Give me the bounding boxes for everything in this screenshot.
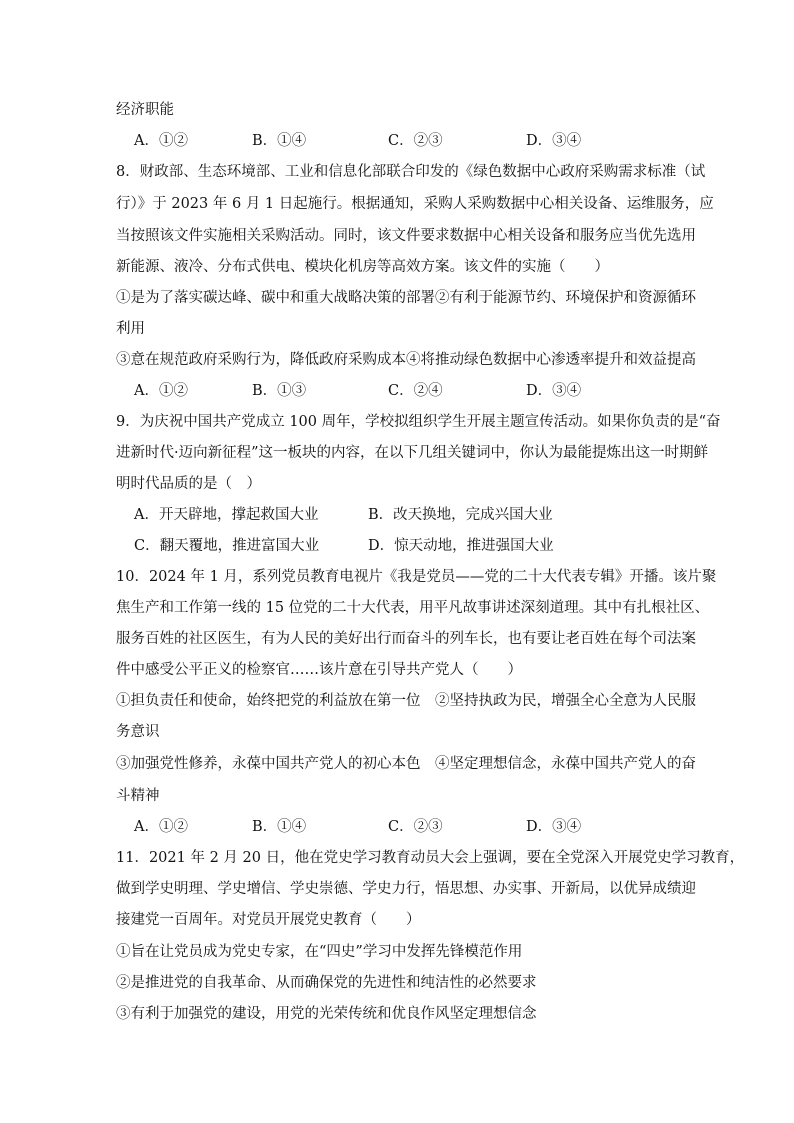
q9-options-row-1	[134, 505, 694, 525]
q10-options	[134, 817, 694, 837]
q10-option-d: D．③④	[526, 819, 582, 835]
q11-line-1: 11．2021 年 2 月 20 日，他在党史学习教育动员大会上强调，要在全党深入开展党史学习教育，	[116, 850, 745, 866]
q7-option-d: D．③④	[526, 133, 582, 149]
q9-options-row-2	[134, 536, 694, 556]
q10-line-3: 服务百姓的社区医生，有为人民的美好出行而奋斗的列车长，也有要让老百姓在每个司法案	[116, 631, 696, 647]
q8-option-a: A．①②	[134, 383, 188, 399]
q8-line-5: ①是为了落实碳达峰、碳中和重大战略决策的部署②有利于能源节约、环境保护和资源循环	[116, 290, 696, 306]
q9-option-c: C．翻天覆地，推进富国大业	[134, 538, 320, 554]
q10-line-2: 焦生产和工作第一线的 15 位党的二十大代表，用平凡故事讲述深刻道理。其中有扎根社区、	[116, 600, 710, 616]
q9-line-3: 明时代品质的是（ ）	[116, 476, 261, 492]
q9-option-d: D．惊天动地，推进强国大业	[368, 538, 554, 554]
q8-line-2: 行）》于 2023 年 6 月 1 日起施行。根据通知，采购人采购数据中心相关设备、运维服务，应	[116, 196, 714, 212]
q9-option-b: B．改天换地，完成兴国大业	[368, 507, 553, 523]
q8-option-b: B．①③	[252, 383, 307, 399]
q7-option-a: A．①②	[134, 133, 188, 149]
q10-line-1: 10．2024 年 1 月，系列党员教育电视片《我是党员——党的二十大代表专辑》开播。该片聚	[116, 569, 717, 585]
q7-option-b: B．①④	[252, 133, 307, 149]
q10-line-8: 斗精神	[116, 788, 160, 804]
q8-line-1: 8．财政部、生态环境部、工业和信息化部联合印发的《绿色数据中心政府采购需求标准（试	[116, 164, 706, 180]
q10-line-5: ①担负责任和使命，始终把党的利益放在第一位 ②坚持执政为民，增强全心全意为人民服	[116, 693, 696, 709]
q8-option-c: C．②④	[388, 383, 443, 399]
q10-line-6: 务意识	[116, 724, 160, 740]
q11-line-6: ③有利于加强党的建设，用党的光荣传统和优良作风坚定理想信念	[116, 1006, 537, 1022]
q11-line-2: 做到学史明理、学史增信、学史崇德、学史力行，悟思想、办实事、开新局，以优异成绩迎	[116, 881, 696, 897]
q11-line-4: ①旨在让党员成为党史专家，在“四史”学习中发挥先锋模范作用	[116, 944, 523, 960]
q7-text-tail: 经济职能	[116, 102, 174, 118]
q10-line-7: ③加强党性修养，永葆中国共产党人的初心本色 ④坚定理想信念，永葆中国共产党人的奋	[116, 756, 696, 772]
q8-line-4: 新能源、液冷、分布式供电、模块化机房等高效方案。该文件的实施（ ）	[116, 259, 609, 275]
q8-line-6: 利用	[116, 321, 145, 337]
q10-option-a: A．①②	[134, 819, 188, 835]
q7-option-c: C．②③	[388, 133, 443, 149]
q11-line-5: ②是推进党的自我革命、从而确保党的先进性和纯洁性的必然要求	[116, 975, 537, 991]
q7-options	[134, 131, 694, 151]
q10-option-b: B．①④	[252, 819, 307, 835]
q8-options	[134, 381, 694, 401]
q9-option-a: A．开天辟地，撑起救国大业	[134, 507, 319, 523]
q8-line-7: ③意在规范政府采购行为，降低政府采购成本④将推动绿色数据中心渗透率提升和效益提高	[116, 352, 696, 368]
q11-line-3: 接建党一百周年。对党员开展党史教育（ ）	[116, 912, 421, 928]
q8-option-d: D．③④	[526, 383, 582, 399]
q10-option-c: C．②③	[388, 819, 443, 835]
q10-line-4: 件中感受公平正义的检察官……该片意在引导共产党人（ ）	[116, 662, 522, 678]
q8-line-3: 当按照该文件实施相关采购活动。同时，该文件要求数据中心相关设备和服务应当优先选用	[116, 228, 696, 244]
q9-line-2: 进新时代·迈向新征程”这一板块的内容，在以下几组关键词中，你认为最能提炼出这一时期鲜	[116, 445, 709, 461]
q9-line-1: 9．为庆祝中国共产党成立 100 周年，学校拟组织学生开展主题宣传活动。如果你负责的是“奋	[116, 414, 721, 430]
